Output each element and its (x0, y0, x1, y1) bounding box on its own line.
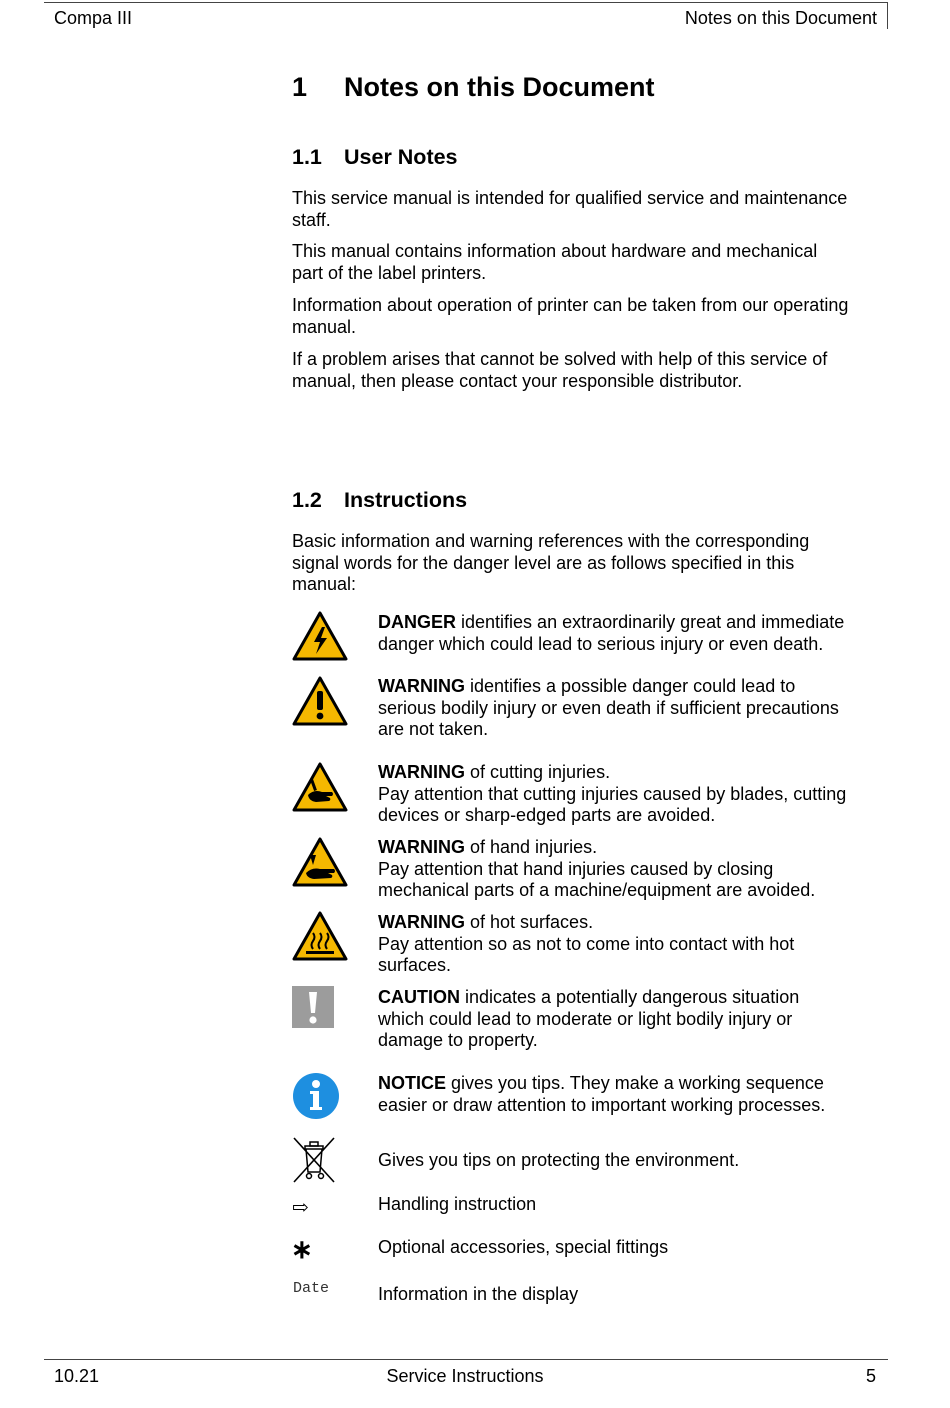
paragraph: Information about operation of printer can be taken from our operating manual. (292, 295, 849, 337)
footer-title: Service Instructions (386, 1366, 544, 1386)
notice-warning-cutting: WARNING of cutting injuries. Pay attention that cutting injuries caused by blades, cutting devices or sharp-edged parts are avoided. (378, 762, 847, 825)
section-heading-instructions (292, 488, 467, 513)
notice-danger: DANGER identifies an extraordinarily great and immediate danger which could lead to serious injury or even death. (378, 612, 845, 654)
notice-environment: Gives you tips on protecting the environment. (378, 1150, 740, 1170)
general-warning-icon (292, 676, 348, 726)
notice-warning-hot: WARNING of hot surfaces. Pay attention so as not to come into contact with hot surfaces. (378, 912, 795, 975)
section-title: User Notes (344, 145, 458, 169)
footer-rule (44, 1359, 888, 1360)
notice-notice: NOTICE gives you tips. They make a working sequence easier or draw attention to important working processes. (378, 1073, 826, 1115)
notice-optional: Optional accessories, special fittings (378, 1237, 669, 1257)
notice-caution: CAUTION indicates a potentially dangerous situation which could lead to moderate or light bodily injury or damage to property. (378, 987, 800, 1050)
paragraph: This manual contains information about hardware and mechanical part of the label printers. (292, 241, 818, 283)
paragraph: If a problem arises that cannot be solved with help of this service of manual, then please contact your responsible distributor. (292, 349, 828, 391)
hand-injury-icon (292, 837, 348, 887)
asterisk-icon: ∗ (291, 1234, 313, 1264)
arrow-icon: ⇨ (292, 1195, 309, 1219)
notice-warning-general: WARNING identifies a possible danger could lead to serious bodily injury or even death if sufficient precautions are not taken. (378, 676, 839, 739)
notice-display: Information in the display (378, 1284, 579, 1304)
waste-bin-crossed-icon (292, 1136, 336, 1184)
page-number: 5 (865, 1366, 876, 1386)
info-icon (292, 1072, 340, 1120)
paragraph: Basic information and warning references with the corresponding signal words for the danger level are as follows specified in this manual: (292, 531, 810, 594)
caution-exclamation-icon (292, 986, 334, 1028)
chapter-heading (292, 72, 655, 103)
section-number: 1.1 (292, 145, 322, 169)
electric-hazard-icon (292, 611, 348, 661)
paragraph: This service manual is intended for qualified service and maintenance staff. (292, 188, 848, 230)
header-chapter: Notes on this Document (684, 8, 877, 28)
notice-warning-hand: WARNING of hand injuries. Pay attention that hand injuries caused by closing mechanical parts of a machine/equipment are avoided. (378, 837, 816, 900)
notice-handling: Handling instruction (378, 1194, 537, 1214)
section-heading-user-notes (292, 145, 458, 170)
cutting-hazard-icon (292, 762, 348, 812)
header-product: Compa III (54, 8, 133, 28)
section-title: Instructions (344, 488, 468, 512)
header-rule (44, 2, 888, 3)
hot-surface-icon (292, 911, 348, 961)
footer-version: 10.21 (54, 1366, 100, 1386)
display-text-icon: Date (293, 1280, 330, 1297)
chapter-number: 1 (292, 72, 308, 102)
chapter-title: Notes on this Document (344, 72, 655, 102)
header-rule-end (887, 2, 888, 29)
section-number: 1.2 (292, 488, 322, 512)
